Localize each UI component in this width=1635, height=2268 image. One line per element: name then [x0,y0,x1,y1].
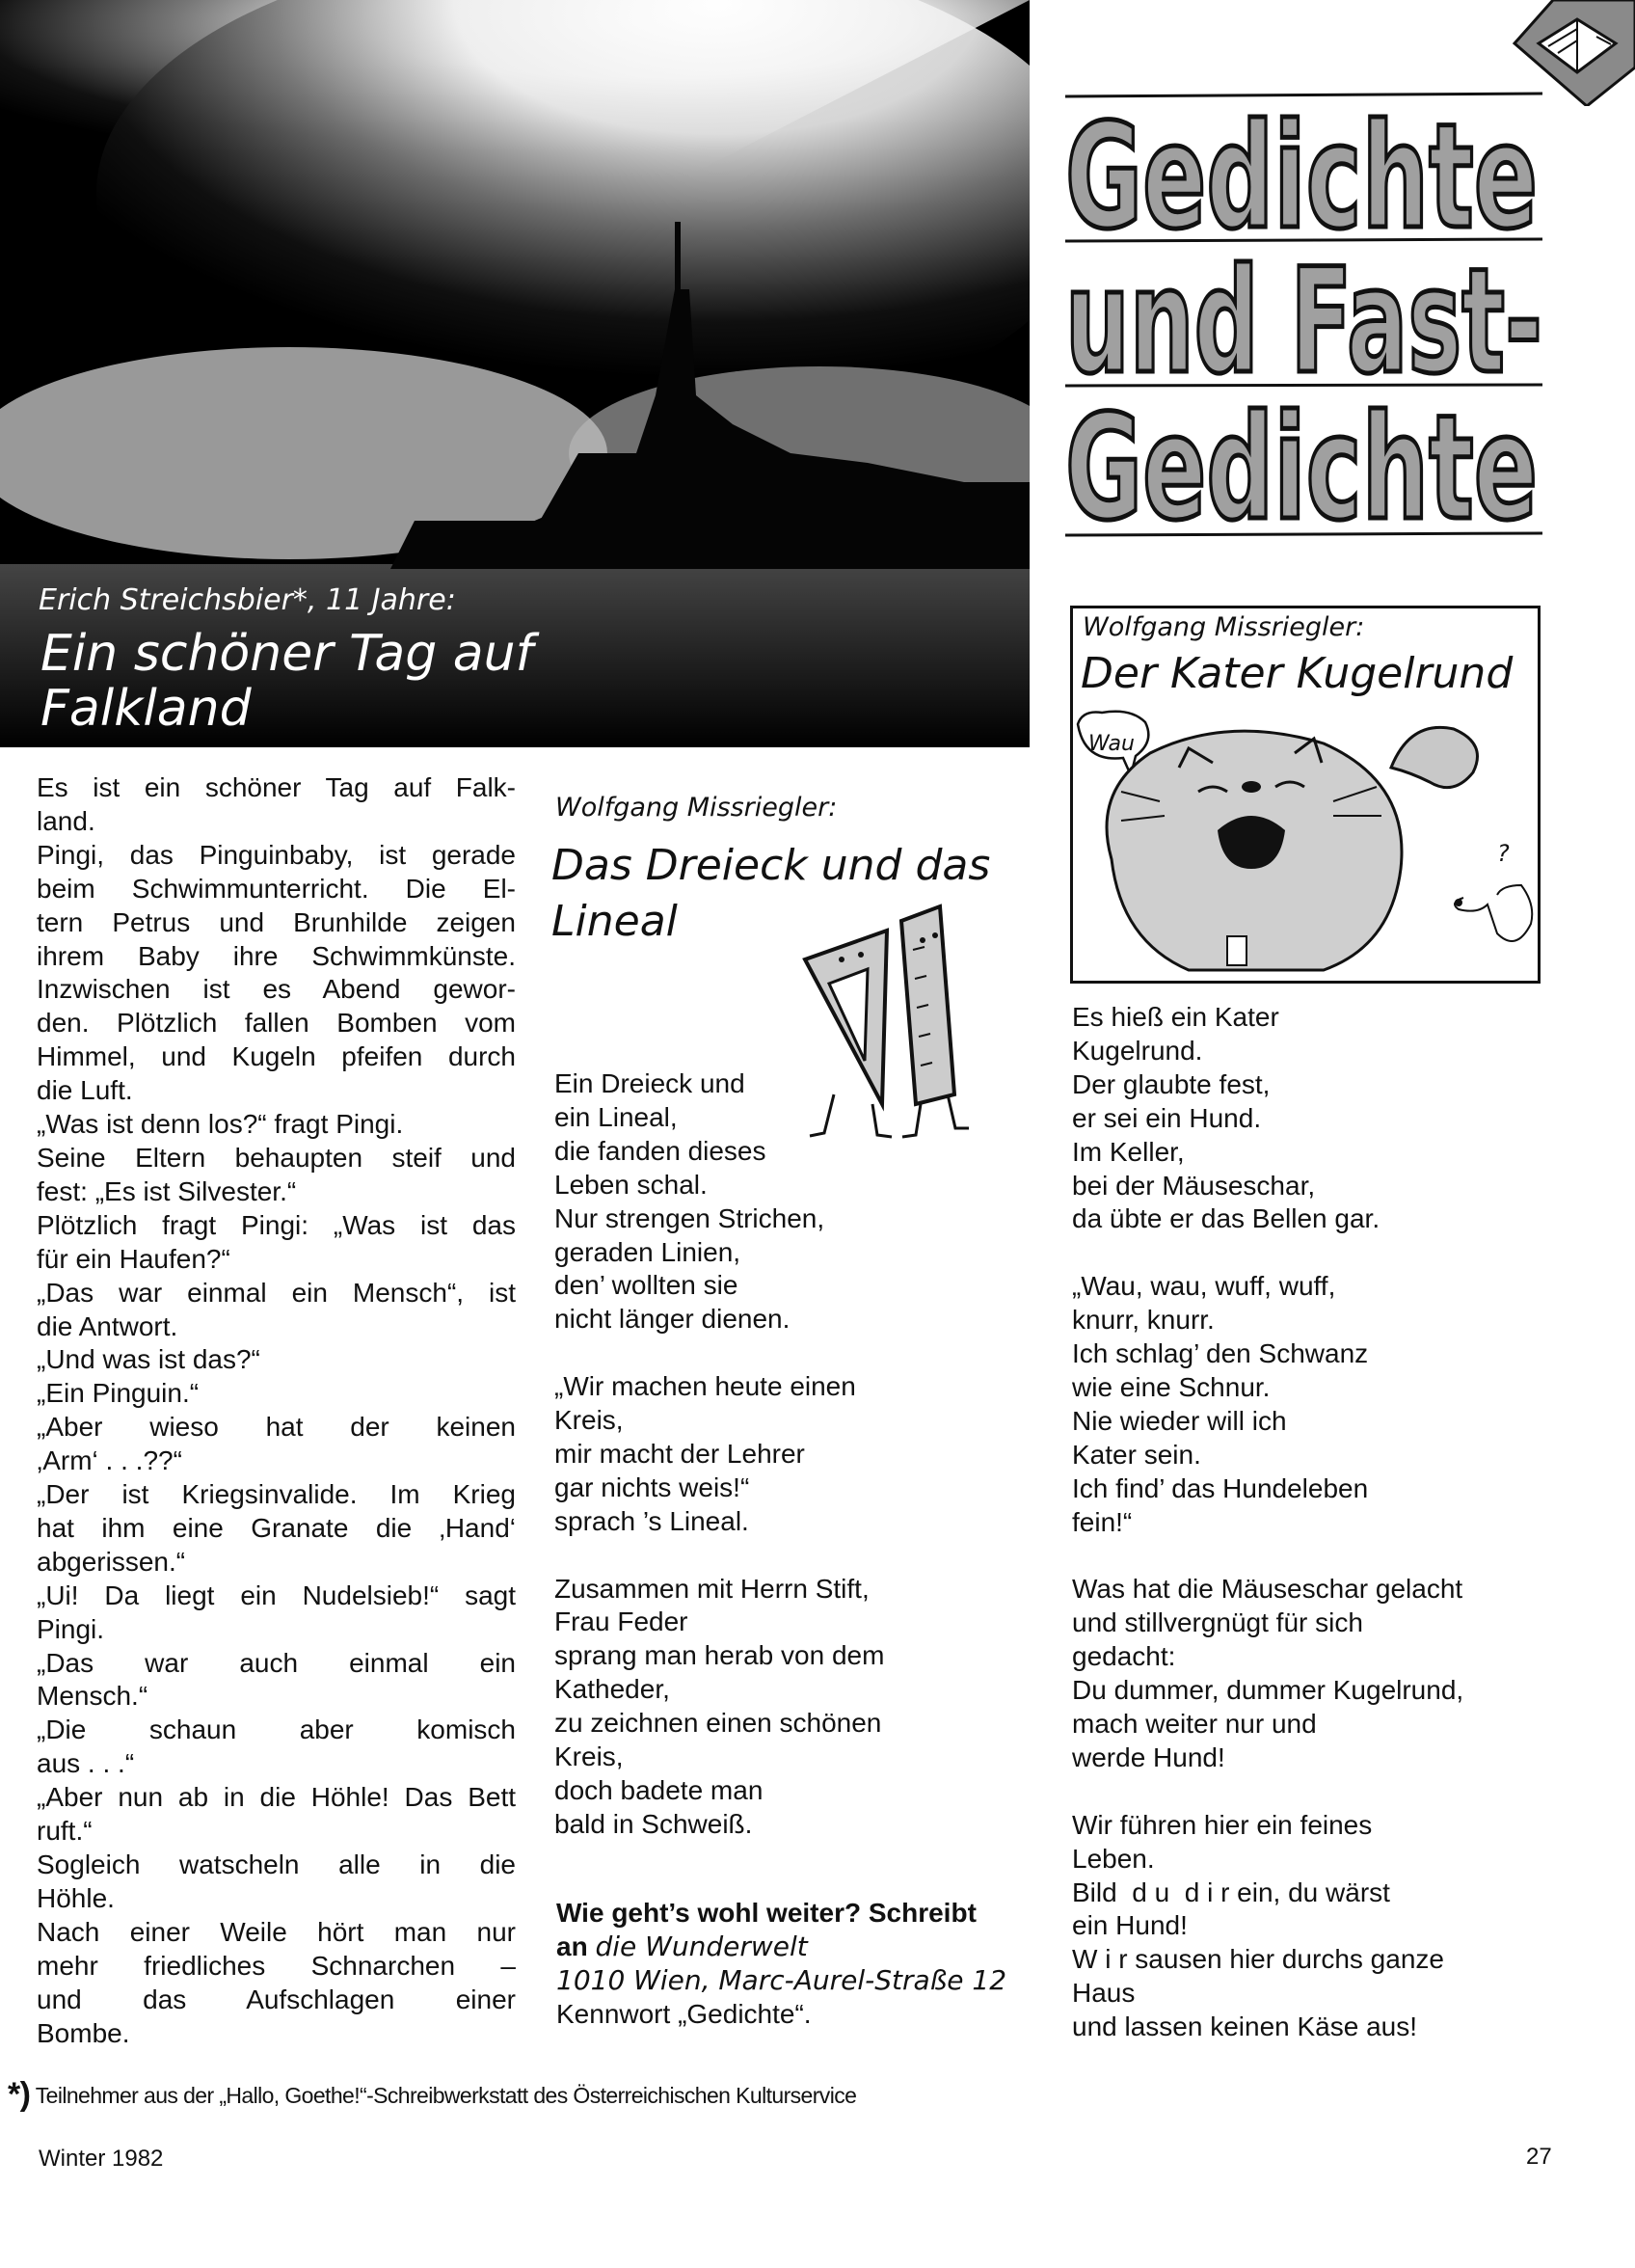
poem-line: „Wir machen heute einen [554,1371,856,1402]
poem-line: den’ wollten sie [554,1270,738,1301]
ship-explosion-photo [0,0,1030,747]
poem-line: Ich schlag’ den Schwanz [1072,1338,1369,1369]
story-line: abgerissen.“ [37,1546,186,1577]
poem1-title-line2: Lineal [551,897,678,946]
section-title-line3: Gedichte [1065,385,1538,545]
poem-line: Im Keller, [1072,1136,1185,1167]
story-title-line2: Falkland [40,680,252,738]
story-text [37,771,516,2050]
section-title [1060,82,1547,545]
story-line: mehr friedliches Schnarchen – [37,1950,516,1981]
poem-line: Leben schal. [554,1169,708,1200]
story-line: Seine Eltern behaupten steif und [37,1142,516,1173]
poem-line: doch badete man [554,1775,764,1805]
poem-line: Katheder, [554,1674,670,1705]
poem-line: Was hat die Mäuseschar gelacht [1072,1574,1463,1605]
stanza [1072,1573,1535,1774]
poem-line: Der glaubte fest, [1072,1068,1271,1099]
story-line: für ein Haufen?“ [37,1243,230,1274]
poem-line: knurr, knurr. [1072,1305,1215,1336]
footnote [8,2076,856,2114]
page-number: 27 [1526,2144,1552,2170]
poem-line: und stillvergnügt für sich [1072,1607,1363,1638]
story-line: „Was ist denn los?“ fragt Pingi. [37,1109,404,1140]
story-line: hat ihm eine Granate die ‚Hand‘ [37,1512,516,1543]
story-line: „Und was ist das?“ [37,1344,260,1375]
story-line: Inzwischen ist es Abend gewor- [37,974,516,1005]
call-to-action [556,1897,1058,2032]
photo-caption-author: Erich Streichsbier*, 11 Jahre: [39,583,456,617]
story-line: „Aber wieso hat der keinen [37,1412,516,1443]
story-line: tern Petrus und Brunhilde zeigen [37,906,516,937]
poem2-author: Wolfgang Missriegler: [1083,612,1365,642]
story-line: Mensch.“ [37,1681,148,1712]
poem-line: Wir führen hier ein feines [1072,1809,1373,1840]
poem-line: Kreis, [554,1742,624,1772]
story-line: die Luft. [37,1075,133,1106]
story-line: „Der ist Kriegsinvalide. Im Krieg [37,1479,516,1510]
poem-line: Kreis, [554,1405,624,1436]
poem1-title-line1: Das Dreieck und das [551,841,991,890]
story-line: Plötzlich fragt Pingi: „Was ist das [37,1209,516,1240]
story-line: Sogleich watscheln alle in die [37,1850,516,1879]
story-line: land. [37,805,95,836]
story-line: Pingi, das Pinguinbaby, ist gerade [37,839,516,870]
call-question: Wie geht’s wohl weiter? Schreibt [556,1898,977,1928]
poem-line: W i r sausen hier durchs ganze [1072,1944,1444,1975]
section-title-line1: Gedichte [1065,94,1538,261]
poem-line: Kugelrund. [1072,1035,1203,1066]
story-line: Höhle. [37,1882,115,1913]
poem-line: gedacht: [1072,1641,1176,1672]
call-an: an [556,1930,588,1961]
cat-cartoon [1070,606,1541,984]
story-title-line1: Ein schöner Tag auf [40,625,533,683]
story-line: „Ui! Da liegt ein Nudelsieb!“ sagt [37,1580,516,1610]
poem-line: zu zeichnen einen schönen [554,1708,882,1739]
stanza [1072,1001,1535,1236]
story-line: die Antwort. [37,1310,178,1341]
poem-line: sprang man herab von dem [554,1640,885,1671]
story-line: Es ist ein schöner Tag auf Falk- [37,772,516,802]
poem-line: bei der Mäuseschar, [1072,1170,1316,1201]
poem2-text [1072,1001,1535,2078]
issue-label: Winter 1982 [39,2146,164,2172]
story-line: „Das war auch einmal ein [37,1647,516,1678]
poem-line: ein Lineal, [554,1101,678,1132]
poem-line: Ich find’ das Hundeleben [1072,1472,1369,1503]
poem-line: und lassen keinen Käse aus! [1072,2012,1418,2042]
poem-line: Bild d u d i r ein, du wärst [1072,1876,1390,1907]
stanza [554,1573,1036,1842]
poem-line: Haus [1072,1978,1136,2009]
poem-line: Leben. [1072,1843,1155,1874]
story-line: Pingi. [37,1613,105,1644]
poem1-text [554,1067,1036,1876]
poem-line: mir macht der Lehrer [554,1438,805,1469]
poem-line: geraden Linien, [554,1236,741,1267]
poem-line: Ein Dreieck und [554,1068,745,1098]
poem-line: sprach ’s Lineal. [554,1505,749,1536]
section-title-line2: und Fast- [1065,238,1542,406]
poem-line: Du dummer, dummer Kugelrund, [1072,1675,1464,1706]
poem-line: werde Hund! [1072,1742,1225,1772]
footnote-marker: *) [8,2076,31,2113]
story-line: „Aber nun ab in die Höhle! Das Bett [37,1782,516,1813]
poem2-title: Der Kater Kugelrund [1081,649,1514,698]
story-line: ihrem Baby ihre Schwimmkünste. [37,940,516,971]
story-line: „Ein Pinguin.“ [37,1378,200,1409]
stanza [1072,1270,1535,1539]
story-line: Bombe. [37,2017,130,2048]
address-street: 1010 Wien, Marc-Aurel-Straße 12 [556,1963,1007,1996]
mouse-question-mark: ? [1497,840,1510,867]
speech-bubble-text: Wau [1088,732,1135,756]
story-line: ‚Arm‘ . . .??“ [37,1445,182,1476]
keyword-line: Kennwort „Gedichte“. [556,1998,812,2029]
poem1-author: Wolfgang Missriegler: [555,793,838,823]
poem-line: ein Hund! [1072,1910,1188,1941]
poem-line: Frau Feder [554,1606,688,1637]
poem-line: er sei ein Hund. [1072,1102,1262,1133]
poem-line: Nur strengen Strichen, [554,1202,825,1233]
poem-line: nicht länger dienen. [554,1304,791,1335]
poem-line: fein!“ [1072,1506,1133,1537]
story-line: und das Aufschlagen einer [37,1984,516,2014]
stanza [554,1067,1036,1336]
stanza [554,1370,1036,1539]
poem-line: Nie wieder will ich [1072,1405,1287,1436]
poem-line: die fanden dieses [554,1135,766,1166]
poem-line: da übte er das Bellen gar. [1072,1203,1380,1234]
story-line: Himmel, und Kugeln pfeifen durch [37,1041,516,1072]
poem-line: Zusammen mit Herrn Stift, [554,1573,870,1604]
poem-line: gar nichts weis!“ [554,1472,750,1502]
story-line: fest: „Es ist Silvester.“ [37,1175,297,1206]
story-line: aus . . .“ [37,1748,135,1779]
story-line: den. Plötzlich fallen Bomben vom [37,1008,516,1039]
story-line: „Das war einmal ein Mensch“, ist [37,1277,516,1308]
poem-line: bald in Schweiß. [554,1808,753,1839]
poem-line: Kater sein. [1072,1439,1201,1470]
address-name: die Wunderwelt [595,1930,808,1962]
footnote-text: Teilnehmer aus der „Hallo, Goethe!“-Schreibwerkstatt des Österreichischen Kulturservice [35,2083,857,2108]
poem-line: Es hieß ein Kater [1072,1002,1279,1032]
story-line: beim Schwimmunterricht. Die El- [37,873,516,904]
story-line: Nach einer Weile hört man nur [37,1916,516,1947]
stanza [1072,1809,1535,2044]
poem-line: mach weiter nur und [1072,1709,1317,1739]
story-line: ruft.“ [37,1816,93,1847]
poem-line: wie eine Schnur. [1072,1371,1271,1402]
story-line: „Die schaun aber komisch [37,1714,516,1745]
poem-line: „Wau, wau, wuff, wuff, [1072,1271,1336,1302]
